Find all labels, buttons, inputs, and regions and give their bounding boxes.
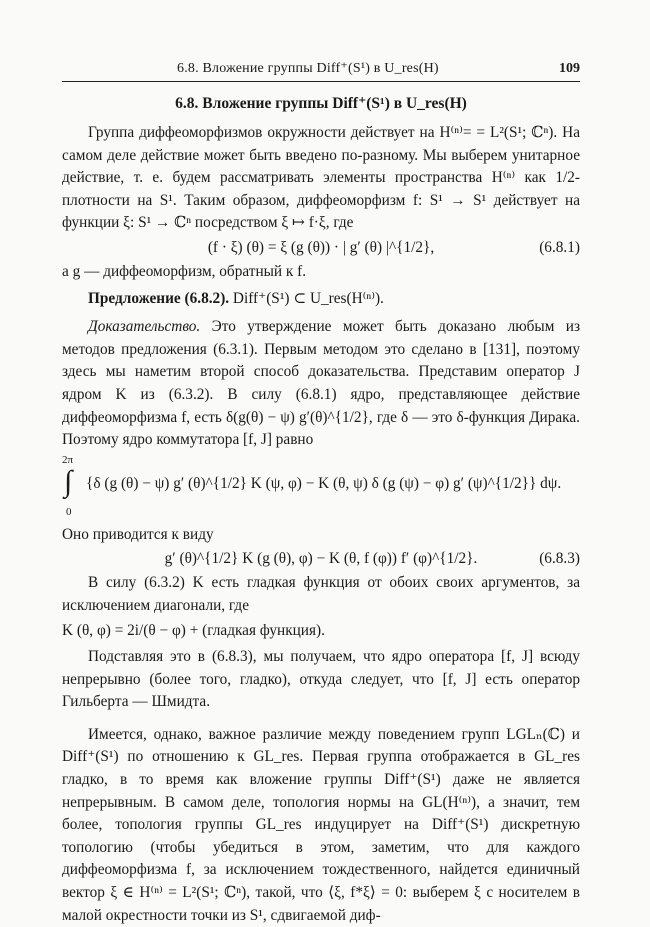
page-number: 109 bbox=[559, 61, 580, 76]
running-title: 6.8. Вложение группы Diff⁺(S¹) в U_res(H) bbox=[177, 61, 439, 76]
proposition-body: Diff⁺(S¹) ⊂ U_res(H⁽ⁿ⁾). bbox=[229, 289, 384, 307]
proof-text: Это утверждение может быть доказано любым из методов предложения (6.3.1). Первым методом это сделано в [131], поэтому здесь мы наметим второй способ доказательства. Представим оператор J ядром K из (6.3.2). В силу (6.8.1) ядро, представляющее действие диффеоморфизма f, есть δ(g(θ) − ψ) g′(θ)^{1/2}, где δ — это δ-функция Дирака. Поэтому ядро коммутатора [f, J] равно bbox=[62, 318, 580, 449]
proposition bbox=[62, 288, 580, 311]
paragraph-difference: Имеется, однако, важное различие между поведением групп LGLₙ(ℂ) и Diff⁺(S¹) по отношению к GL_res. Первая группа отображается в GL_res гладко, в то время как вложение группы Diff⁺(S¹) даже не является непрерывным. В самом деле, топология нормы на GL(H⁽ⁿ⁾), а значит, тем более, топология группы GL_res индуцирует на Diff⁺(S¹) дискретную топологию (чтобы убедиться в этом, заметим, что для каждого диффеоморфизма f, за исключением тождественного, найдется единичный вектор ξ ∈ H⁽ⁿ⁾ = L²(S¹; ℂⁿ), такой, что ⟨ξ, f*ξ⟩ = 0: выберем ξ с носителем в малой окрестности точки из S¹, сдвигаемой диф- bbox=[62, 725, 580, 924]
section-title: 6.8. Вложение группы Diff⁺(S¹) в U_res(H) bbox=[175, 95, 467, 112]
equation-body: (f · ξ) (θ) = ξ (g (θ)) · | g′ (θ) |^{1/2}, bbox=[207, 238, 435, 256]
equation-number: (6.8.1) bbox=[539, 238, 580, 256]
integral-body: {δ (g (θ) − ψ) g′ (θ)^{1/2} K (ψ, φ) − K (θ, ψ) δ (g (ψ) − φ) g′ (ψ)^{1/2}} dψ. bbox=[86, 474, 562, 492]
paragraph-reduces: Оно приводится к виду bbox=[62, 525, 214, 543]
proposition-head: Предложение (6.8.2). bbox=[88, 289, 230, 307]
equation-6-8-1 bbox=[62, 235, 580, 261]
equation-kernel: K (θ, φ) = 2i/(θ − φ) + (гладкая функция). bbox=[62, 621, 325, 639]
paragraph-gap bbox=[62, 714, 580, 724]
equation-body: g′ (θ)^{1/2} K (g (θ), φ) − K (θ, f (φ)) f′ (φ)^{1/2}. bbox=[164, 550, 478, 568]
header-rule bbox=[62, 81, 580, 82]
equation-number: (6.8.3) bbox=[539, 550, 580, 568]
paragraph-proof bbox=[62, 316, 580, 452]
integral-lower-limit: 0 bbox=[66, 505, 72, 518]
paragraph-hilbert-schmidt: Подставляя это в (6.8.3), мы получаем, что ядро оператора [f, J] всюду непрерывно (более того, гладко), откуда следует, что [f, J] есть оператор Гильберта — Шмидта. bbox=[62, 648, 580, 711]
page-body bbox=[62, 93, 580, 927]
equation-6-8-3 bbox=[62, 546, 580, 572]
paragraph-intro: Группа диффеоморфизмов окружности действует на H⁽ⁿ⁾= = L²(S¹; ℂⁿ). На самом деле действие может быть введено по-разному. Мы выберем унитарное действие, т. е. будем рассматривать элементы пространства H⁽ⁿ⁾ как 1/2-плотности на S¹. Таким образом, диффеоморфизм f: S¹ → S¹ действует на функции ξ: S¹ → ℂⁿ посредством ξ ↦ f·ξ, где bbox=[62, 124, 580, 232]
integral-upper-limit: 2π bbox=[62, 453, 74, 466]
proof-lead: Доказательство. bbox=[88, 318, 201, 336]
commutator-integral bbox=[62, 454, 580, 520]
paragraph-smooth: В силу (6.3.2) K есть гладкая функция от обоих своих аргументов, за исключением диагонали, где bbox=[62, 574, 580, 614]
integral-sign: ∫ bbox=[64, 464, 73, 498]
paragraph-inverse: а g — диффеоморфизм, обратный к f. bbox=[62, 262, 307, 280]
